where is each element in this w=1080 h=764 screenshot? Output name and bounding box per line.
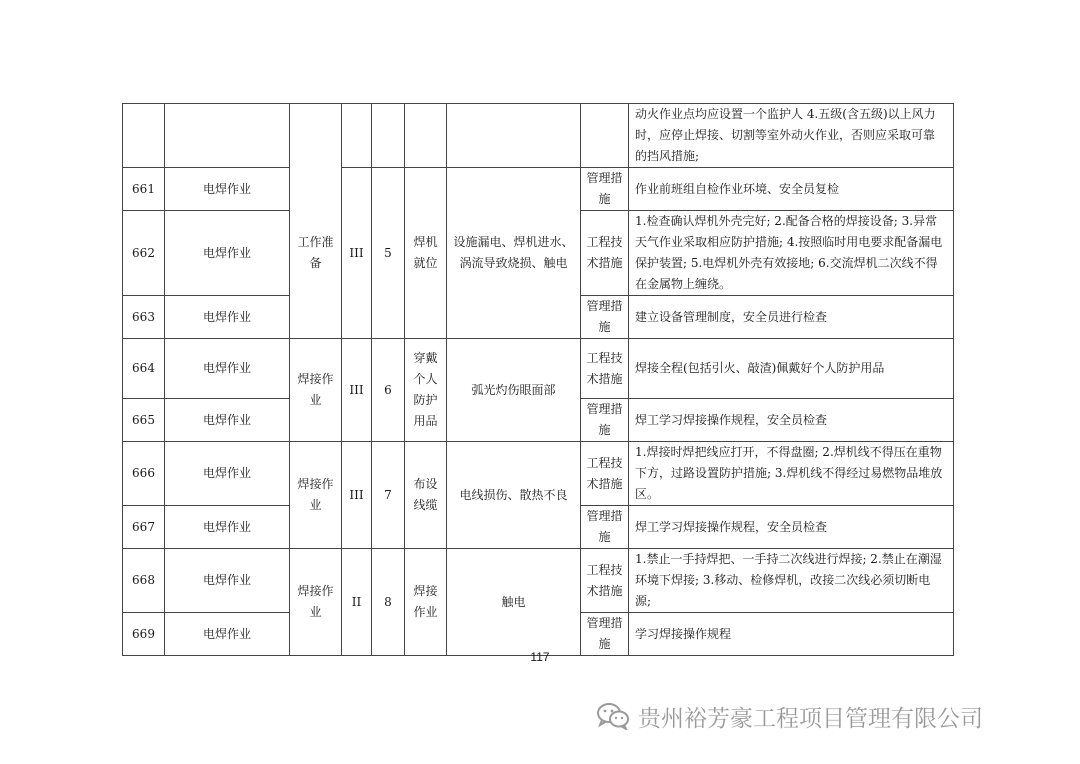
cell-measure: 焊工学习焊接操作规程，安全员检查 — [629, 399, 954, 442]
cell-hazard: 弧光灼伤眼面部 — [447, 339, 581, 442]
cell-empty — [342, 104, 372, 168]
cell-empty — [123, 104, 165, 168]
cell-measure: 1.禁止一手持焊把、一手持二次线进行焊接; 2.禁止在潮湿环境下焊接; 3.移动、检修焊机，改接二次线必须切断电源; — [629, 549, 954, 613]
cell-step-no: 8 — [372, 549, 405, 656]
cell-task: 电焊作业 — [165, 339, 290, 399]
table-row — [123, 168, 954, 211]
cell-task: 电焊作业 — [165, 506, 290, 549]
cell-task: 电焊作业 — [165, 613, 290, 656]
cell-measure: 建立设备管理制度，安全员进行检查 — [629, 296, 954, 339]
cell-risk-level: III — [342, 442, 372, 549]
cell-task: 电焊作业 — [165, 399, 290, 442]
cell-activity: 焊机就位 — [405, 168, 447, 339]
cell-empty — [372, 104, 405, 168]
cell-measure: 焊工学习焊接操作规程，安全员检查 — [629, 506, 954, 549]
cell-serial-no: 665 — [123, 399, 165, 442]
cell-empty — [447, 104, 581, 168]
cell-task: 电焊作业 — [165, 168, 290, 211]
cell-measure-type: 工程技术措施 — [581, 211, 629, 296]
cell-activity: 焊接作业 — [405, 549, 447, 656]
cell-stage: 工作准备 — [290, 168, 342, 339]
cell-measure: 1.焊接时焊把线应打开，不得盘圈; 2.焊机线不得压在重物下方，过路设置防护措施; 3.焊机线不得经过易燃物品堆放区。 — [629, 442, 954, 506]
cell-measure-type: 工程技术措施 — [581, 339, 629, 399]
watermark — [596, 700, 983, 732]
cell-measure-type: 工程技术措施 — [581, 549, 629, 613]
cell-measure-type: 管理措施 — [581, 168, 629, 211]
cell-task: 电焊作业 — [165, 211, 290, 296]
page-number: 117 — [530, 650, 550, 664]
cell-serial-no: 661 — [123, 168, 165, 211]
cell-measure-type: 管理措施 — [581, 506, 629, 549]
cell-serial-no: 666 — [123, 442, 165, 506]
cell-task: 电焊作业 — [165, 549, 290, 613]
cell-risk-level: III — [342, 168, 372, 339]
cell-measure-type: 管理措施 — [581, 399, 629, 442]
cell-step-no: 6 — [372, 339, 405, 442]
table-row — [123, 442, 954, 506]
continued-row — [123, 104, 954, 168]
cell-task: 电焊作业 — [165, 296, 290, 339]
cell-measure: 焊接全程(包括引火、敲渣)佩戴好个人防护用品 — [629, 339, 954, 399]
cell-activity: 穿戴个人防护用品 — [405, 339, 447, 442]
cell-serial-no: 662 — [123, 211, 165, 296]
cell-serial-no: 664 — [123, 339, 165, 399]
cell-measure: 学习焊接操作规程 — [629, 613, 954, 656]
cell-stage: 焊接作业 — [290, 549, 342, 656]
wechat-icon — [596, 702, 630, 730]
cell-empty — [165, 104, 290, 168]
cell-step-no: 7 — [372, 442, 405, 549]
cell-measure: 1.检查确认焊机外壳完好; 2.配备合格的焊接设备; 3.异常天气作业采取相应防护措施; 4.按照临时用电要求配备漏电保护装置; 5.电焊机外壳有效接地; 6.交流焊机二次线不得在金属物上缠绕。 — [629, 211, 954, 296]
cell-hazard: 触电 — [447, 549, 581, 656]
cell-serial-no: 667 — [123, 506, 165, 549]
cell-serial-no: 663 — [123, 296, 165, 339]
continued-measure-text: 动火作业点均应设置一个监护人 4.五级(含五级)以上风力时，应停止焊接、切割等室外动火作业，否则应采取可靠的挡风措施; — [629, 104, 954, 168]
measures-table — [122, 103, 954, 656]
cell-measure-type: 管理措施 — [581, 613, 629, 656]
cell-empty — [405, 104, 447, 168]
cell-step-no: 5 — [372, 168, 405, 339]
cell-serial-no: 668 — [123, 549, 165, 613]
cell-risk-level: III — [342, 339, 372, 442]
cell-stage: 焊接作业 — [290, 339, 342, 442]
cell-stage-continued — [290, 104, 342, 168]
cell-task: 电焊作业 — [165, 442, 290, 506]
watermark-text: 贵州裕芳豪工程项目管理有限公司 — [638, 705, 983, 732]
cell-activity: 布设线缆 — [405, 442, 447, 549]
cell-measure-type: 工程技术措施 — [581, 442, 629, 506]
cell-measure: 作业前班组自检作业环境、安全员复检 — [629, 168, 954, 211]
cell-hazard: 设施漏电、焊机进水、涡流导致烧损、触电 — [447, 168, 581, 339]
cell-risk-level: II — [342, 549, 372, 656]
table-row — [123, 339, 954, 399]
cell-stage: 焊接作业 — [290, 442, 342, 549]
table-row — [123, 549, 954, 613]
cell-serial-no: 669 — [123, 613, 165, 656]
cell-hazard: 电线损伤、散热不良 — [447, 442, 581, 549]
cell-empty — [581, 104, 629, 168]
cell-measure-type: 管理措施 — [581, 296, 629, 339]
